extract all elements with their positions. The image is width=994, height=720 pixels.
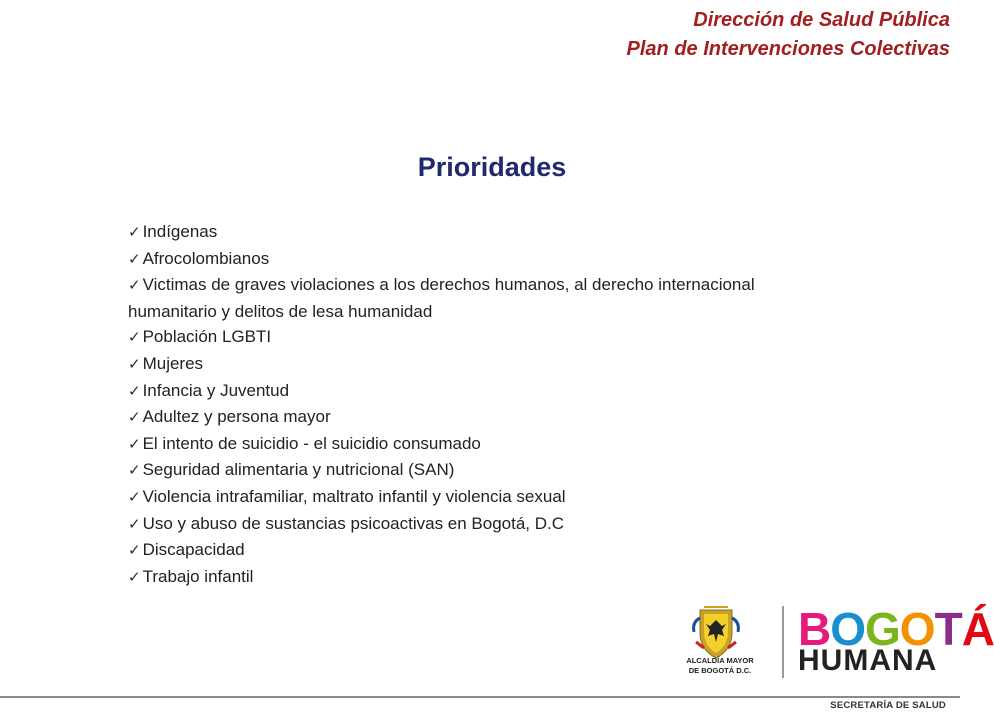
- check-icon: ✓: [128, 568, 141, 586]
- check-icon: ✓: [128, 329, 141, 347]
- page-title: Prioridades: [417, 152, 567, 182]
- check-icon: ✓: [128, 277, 141, 295]
- check-icon: ✓: [128, 462, 141, 480]
- list-item: ✓ Mujeres: [128, 353, 204, 373]
- check-icon: ✓: [128, 409, 141, 427]
- coat-of-arms-icon: [686, 602, 746, 660]
- check-icon: ✓: [128, 515, 141, 533]
- bogota-letter: G: [865, 603, 900, 655]
- bogota-letter: O: [899, 603, 935, 655]
- check-icon: ✓: [128, 224, 141, 241]
- list-item: ✓ Discapacidad: [128, 540, 245, 560]
- check-icon: ✓: [128, 488, 141, 506]
- list-item: ✓ Trabajo infantil: [128, 566, 254, 586]
- check-icon: ✓: [128, 542, 141, 560]
- alcaldia-label: ALCALDÍA MAYOR DE BOGOTÁ D.C.: [686, 656, 754, 675]
- footer-divider: [0, 696, 960, 698]
- list-item: ✓ Uso y abuso de sustancias psicoactivas en Bogotá, D.C: [128, 513, 565, 533]
- check-icon: ✓: [128, 355, 141, 373]
- bogota-letter: B: [798, 603, 831, 655]
- bogota-letter: O: [830, 603, 866, 655]
- list-item: ✓ Infancia y Juventud: [128, 380, 290, 400]
- list-item: ✓ Adultez y persona mayor: [128, 407, 331, 427]
- check-icon: ✓: [128, 250, 141, 268]
- footer-secretaria: SECRETARÍA DE SALUD: [830, 700, 946, 711]
- list-item: ✓ Indígenas: [128, 222, 218, 241]
- header-line-1: Dirección de Salud Pública: [693, 9, 950, 31]
- list-item: ✓ El intento de suicidio - el suicidio consumado: [128, 433, 481, 453]
- header: [627, 6, 950, 64]
- list-item: ✓ Violencia intrafamiliar, maltrato infantil y violencia sexual: [128, 486, 566, 506]
- list-item: ✓ Victimas de graves violaciones a los derechos humanos, al derecho internacional humanitario y delitos de lesa humanidad: [128, 275, 755, 321]
- priorities-list: [128, 219, 808, 590]
- list-item: ✓ Afrocolombianos: [128, 248, 270, 268]
- humana-logo-text: HUMANA: [798, 644, 938, 677]
- check-icon: ✓: [128, 382, 141, 400]
- bogota-letter: Á: [961, 603, 994, 655]
- list-item: ✓ Población LGBTI: [128, 327, 272, 347]
- check-icon: ✓: [128, 435, 141, 453]
- list-item: ✓ Seguridad alimentaria y nutricional (SAN): [128, 460, 455, 480]
- logo-divider: [782, 606, 784, 678]
- bogota-letter: T: [934, 603, 962, 655]
- header-line-2: Plan de Intervenciones Colectivas: [626, 38, 950, 60]
- logo-area: [680, 598, 994, 688]
